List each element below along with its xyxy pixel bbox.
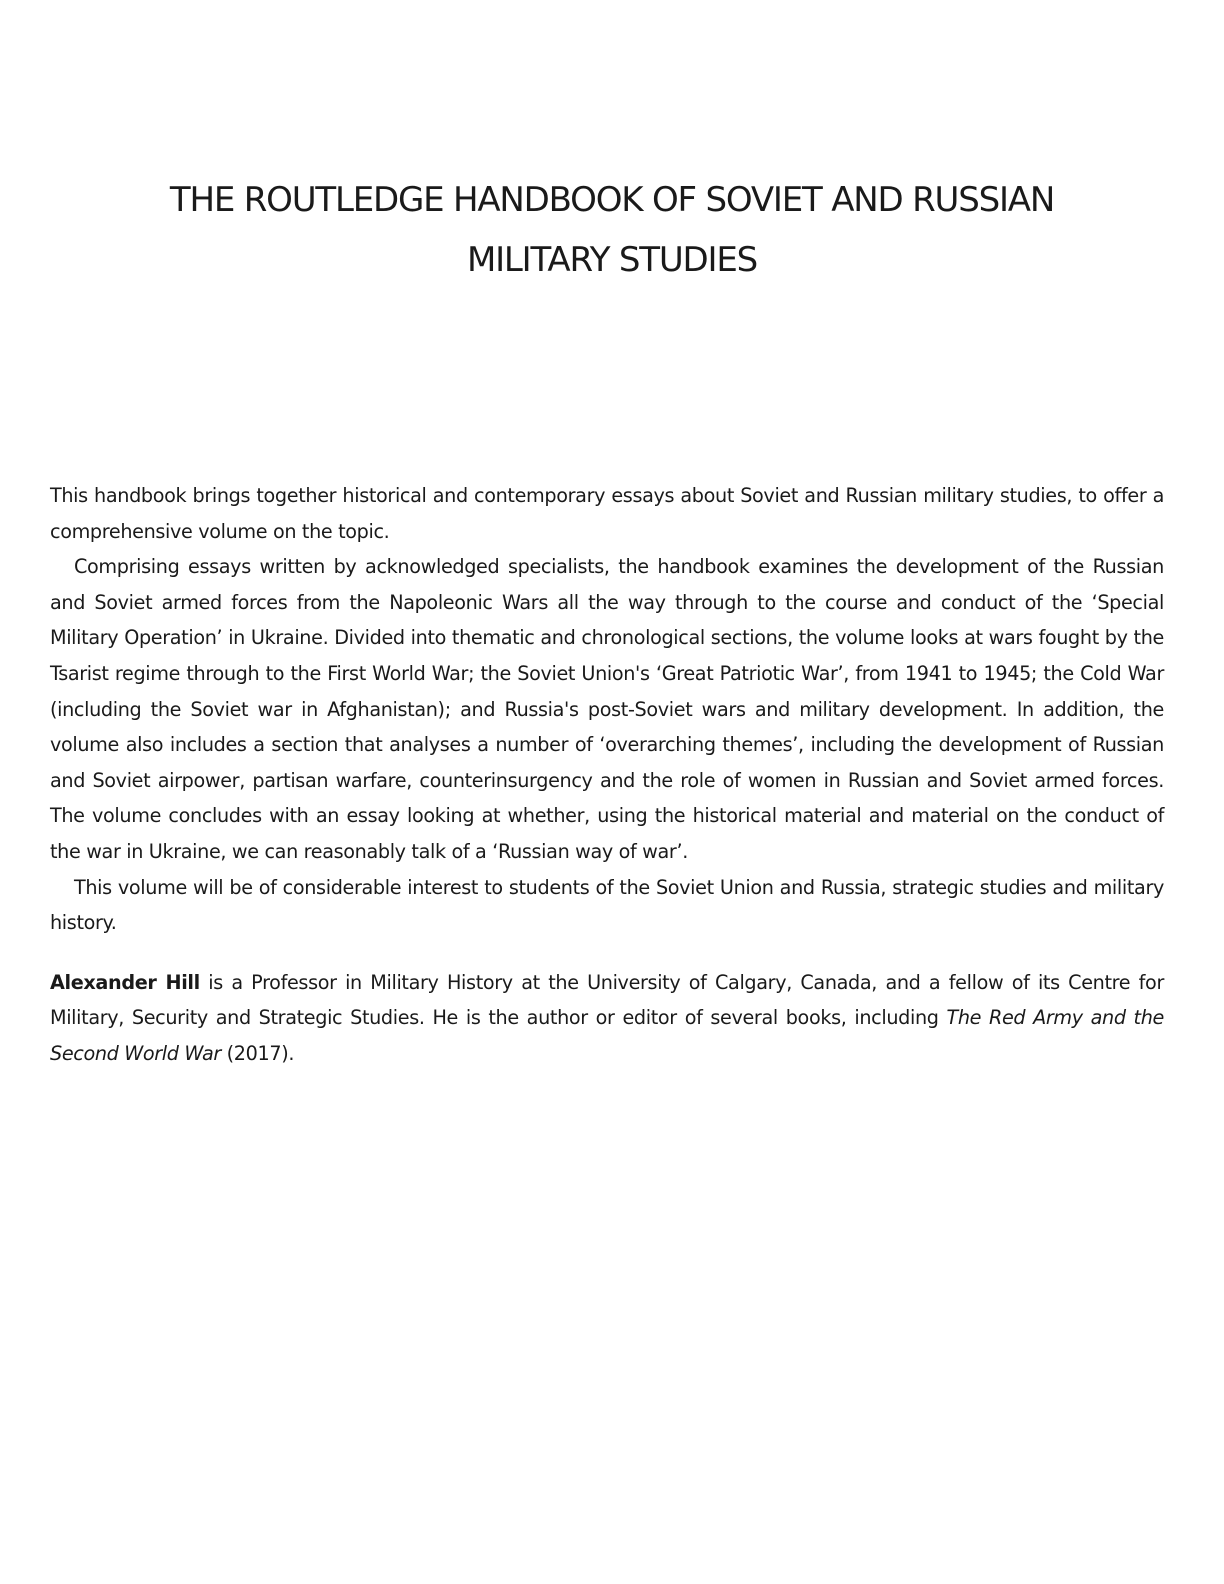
- author-bio: [50, 965, 1164, 1072]
- featured-book-title: The Red Army and the Second World War: [50, 1006, 1164, 1065]
- description-paragraph-2: Comprising essays written by acknowledged specialists, the handbook examines the development of the Russian and Soviet armed forces from the Napoleonic Wars all the way through to the course and conduct of the ‘Special Military Operation’ in Ukraine. Divided into thematic and chronological sections, the volume looks at wars fought by the Tsarist regime through to the First World War; the Soviet Union's ‘Great Patriotic War’, from 1941 to 1945; the Cold War (including the Soviet war in Afghanistan); and Russia's post-Soviet wars and military development. In addition, the volume also includes a section that analyses a number of ‘overarching themes’, including the development of Russian and Soviet airpower, partisan warfare, counterinsurgency and the role of women in Russian and Soviet armed forces. The volume concludes with an essay looking at whether, using the historical material and material on the conduct of the war in Ukraine, we can reasonably talk of a ‘Russian way of war’.: [50, 555, 1164, 863]
- description-paragraph-1: This handbook brings together historical and contemporary essays about Soviet and Russian military studies, to offer a comprehensive volume on the topic.: [50, 484, 1164, 543]
- author-bio-text: is a Professor in Military History at the University of Calgary, Canada, and a fellow of its Centre for Military, Security and Strategic Studies. He is the author or editor of several books, including: [50, 970, 1164, 1030]
- author-name: Alexander Hill: [50, 970, 200, 994]
- book-title: [60, 170, 1164, 290]
- book-description: [50, 478, 1164, 1072]
- book-title-line-2: MILITARY STUDIES: [466, 240, 758, 280]
- description-paragraph-3: This volume will be of considerable interest to students of the Soviet Union and Russia, strategic studies and military history.: [50, 875, 1164, 935]
- book-title-line-1: THE ROUTLEDGE HANDBOOK OF SOVIET AND RUSSIAN: [169, 180, 1055, 220]
- author-bio-year: (2017).: [220, 1041, 295, 1065]
